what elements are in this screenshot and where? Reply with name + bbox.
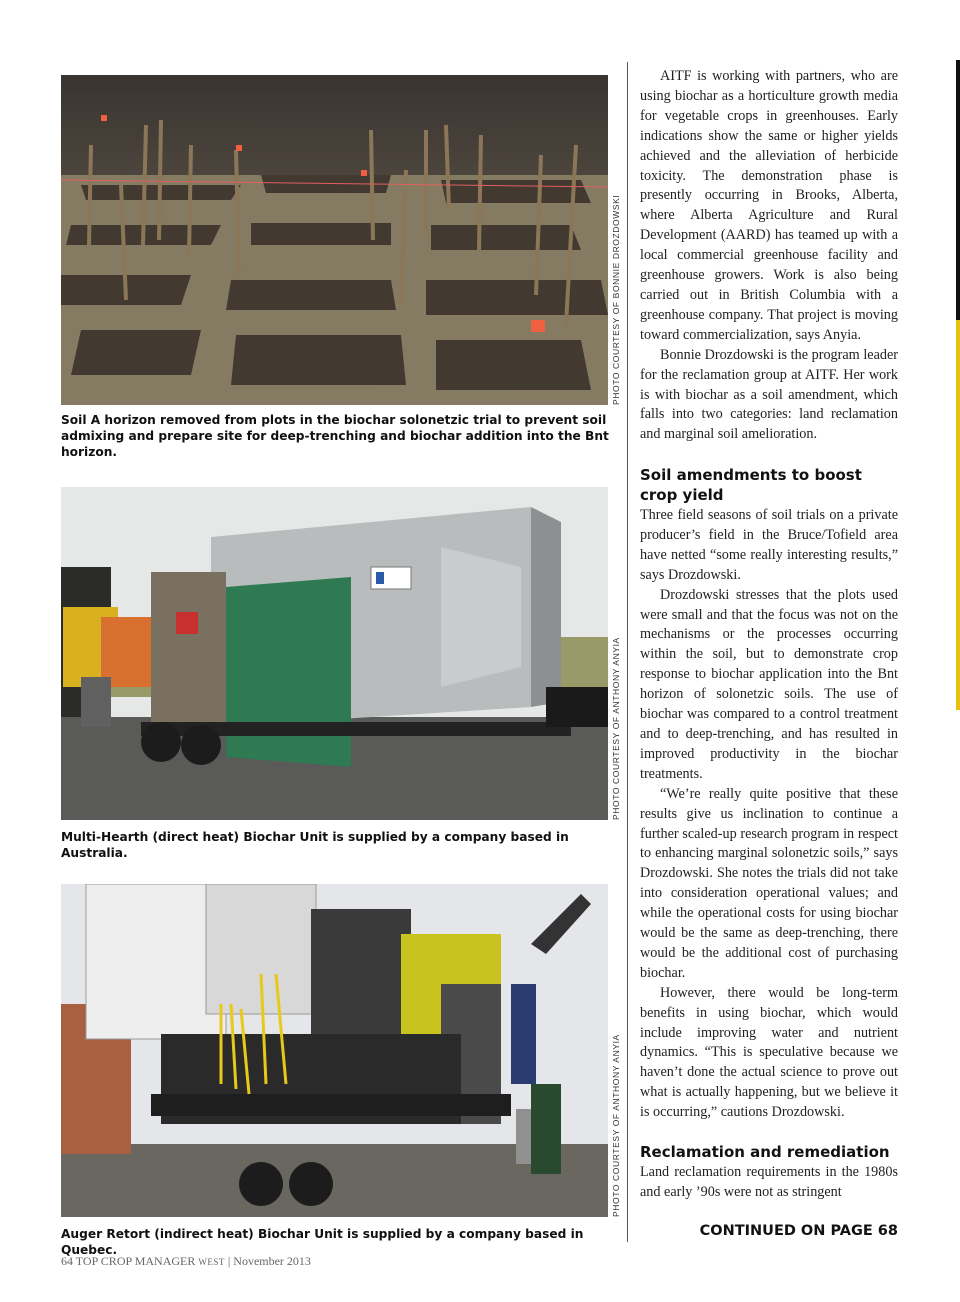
photo-caption: Auger Retort (indirect heat) Biochar Unit is supplied by a company based in Quebec. [61, 1227, 584, 1257]
footer-separator: | [227, 1254, 231, 1268]
continued-link[interactable]: CONTINUED ON PAGE 68 [699, 1223, 898, 1239]
photo-caption: Multi-Hearth (direct heat) Biochar Unit is supplied by a company based in Australia. [61, 830, 569, 860]
photo-multi-hearth-unit [61, 487, 608, 820]
magazine-name: TOP CROP MANAGER [75, 1254, 196, 1268]
paragraph: AITF is working with partners, who are using biochar as a horticulture growth media for vegetable crops in greenhouses. Early indications show the same or higher yields achieved and the alleviation of herbicide toxicity. The demonstration phase is presently occurring in Brooks, Alberta, where Alberta Agriculture and Rural Development (AARD) has teamed up with a local commercial greenhouse facility and greenhouse growers. Work is also being carried out in British Columbia with a greenhouse company. That project is moving toward commercialization, says Anyia. [640, 68, 898, 343]
photo-auger-retort-unit [61, 884, 608, 1217]
subheading: Reclamation and remediation [640, 1143, 890, 1161]
article-block-2 [640, 506, 898, 1123]
edge-marker [956, 320, 960, 710]
page-footer [61, 1254, 311, 1269]
paragraph: Land reclamation requirements in the 1980s and early ’90s were not as stringent [640, 1164, 898, 1200]
paragraph: However, there would be long-term benefits in using biochar, which would include improving water and nutrient dynamics. “This is speculative because we haven’t done the actual science to prove out what is actually happening, but we believe it is occurring,” cautions Drozdowski. [640, 984, 898, 1121]
photo-field-plots [61, 75, 608, 405]
paragraph: Bonnie Drozdowski is the program leader for the reclamation group at AITF. Her work is with biochar as a soil amendment, which falls into two categories: land reclamation and marginal soil amelioration. [640, 346, 898, 443]
page-number: 64 [61, 1254, 73, 1268]
paragraph: Three field seasons of soil trials on a private producer’s field in the Bruce/Tofield area have netted “some really interesting results,” says Drozdowski. [640, 507, 898, 583]
article-block-1 [640, 67, 898, 445]
photo-credit: PHOTO COURTESY OF ANTHONY ANYIA [611, 1034, 621, 1217]
photo-caption: Soil A horizon removed from plots in the biochar solonetzic trial to prevent soil admixing and prepare site for deep-trenching and biochar addition into the Bnt horizon. [61, 413, 609, 459]
paragraph: Drozdowski stresses that the plots used were small and that the focus was not on the mechanisms or the processes occurring within the soil, but to demonstrate crop response to biochar application into the Bnt horizon of solonetzic soils. The use of biochar was compared to a control treatment and to deep-trenching, and has resulted in improved productivity in the biochar treatments. [640, 586, 898, 782]
subheading: Soil amendments to boost crop yield [640, 466, 862, 504]
issue-date: November 2013 [233, 1254, 311, 1268]
column-divider [627, 62, 628, 1242]
photo-credit: PHOTO COURTESY OF ANTHONY ANYIA [611, 637, 621, 820]
photo-credit: PHOTO COURTESY OF BONNIE DROZDOWSKI [611, 194, 621, 405]
article-block-3 [640, 1163, 898, 1203]
edge-marker [956, 60, 960, 320]
magazine-edition: WEST [198, 1257, 225, 1267]
paragraph: “We’re really quite positive that these results give us inclination to continue a further scaled-up research program in respect to enhancing marginal solonetzic soils,” says Drozdowski. She notes the trials did not take into consideration operational values; and while the operational costs for using biochar would be the same as deep-trenching, there would be the additional cost of purchasing biochar. [640, 785, 898, 981]
